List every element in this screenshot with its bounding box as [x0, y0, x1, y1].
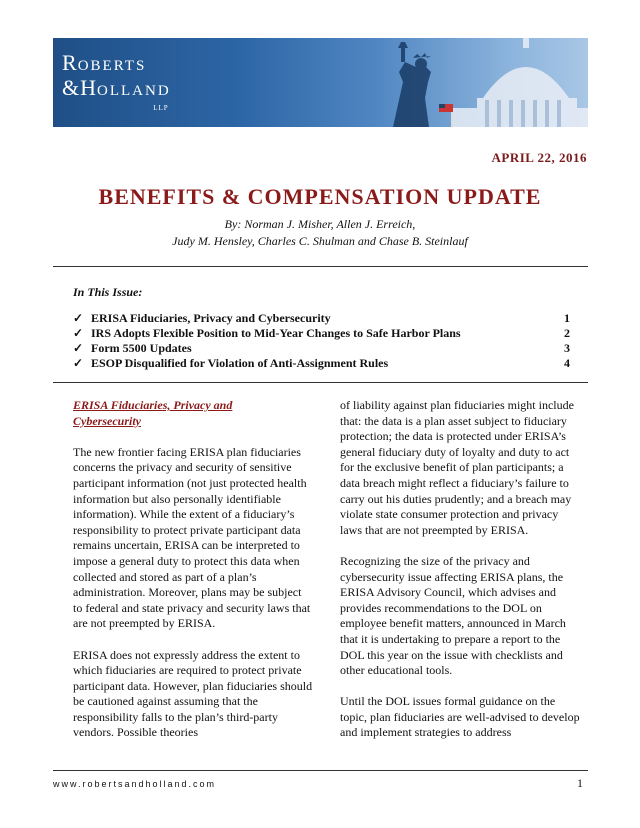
- toc-row[interactable]: [73, 356, 570, 371]
- capitol-dome-icon: [453, 38, 588, 127]
- footer-website-link[interactable]: www.robertsandholland.com: [53, 779, 217, 789]
- newsletter-title: BENEFITS & COMPENSATION UPDATE: [98, 184, 542, 209]
- article-paragraph: Until the DOL issues formal guidance on the topic, plan fiduciaries are well-advised to develop and implement strategies to address: [340, 694, 580, 740]
- article-paragraph: The new frontier facing ERISA plan fiduciaries concerns the privacy and security of sensitive participant information (not just protected health information but also personally identifiable information). While the extent of a fiduciary’s responsibility to protect private participant data remains uncertain, ERISA can be interpreted to impose a general duty to protect this data when collected and stored as part of a plan’s administration. Moreover, plans may be subject to federal and state privacy and security laws that are not preempted by ERISA.: [73, 444, 311, 631]
- toc-row[interactable]: [73, 341, 570, 356]
- in-this-issue-heading: In This Issue:: [73, 285, 143, 299]
- footer-divider: [53, 770, 588, 771]
- divider-top: [53, 266, 588, 267]
- statue-of-liberty-icon: [393, 42, 431, 127]
- toc-item-page: 1: [564, 311, 570, 325]
- article-column-right: [340, 398, 580, 757]
- toc-item-page: 3: [564, 341, 570, 355]
- article-paragraph: ERISA does not expressly address the extent to which fiduciaries are required to protect private participant data. However, plan fiduciaries should be cautioned against assuming that the responsibility falls to the plan’s third-party vendors. Possible theories: [73, 647, 313, 740]
- byline-line-1: By: Norman J. Misher, Allen J. Erreich,: [224, 217, 416, 231]
- article-paragraph: of liability against plan fiduciaries might include that: the data is a plan asset subject to fiduciary protection; the data is protected under ERISA’s general fiduciary duty of loyalty and duty to act for the exclusive benefit of plan participants; a data breach might reflect a fiduciary’s failure to carry out his duties prudently; and a breach may violate state consumer protection and privacy laws that are not preempted by ERISA.: [340, 398, 574, 537]
- divider-bottom: [53, 382, 588, 383]
- footer-page-number: 1: [577, 776, 583, 790]
- checkmark-icon: ✓: [73, 341, 84, 355]
- header-banner: [53, 38, 588, 127]
- table-of-contents: [73, 311, 570, 371]
- toc-row[interactable]: [73, 311, 570, 326]
- article-paragraph: Recognizing the size of the privacy and cybersecurity issue affecting ERISA plans, the ERISA Advisory Council, which advises and provides recommendations to the DOL on employee benefit matters, announced in March that it is undertaking to prepare a report to the DOL this year on the issue with checklists and other educational tools.: [340, 553, 566, 678]
- toc-item-page: 2: [564, 326, 570, 340]
- article-heading: ERISA Fiduciaries, Privacy and Cybersecurity: [73, 398, 233, 428]
- toc-item-title: ESOP Disqualified for Violation of Anti-Assignment Rules: [91, 356, 389, 370]
- issue-date: APRIL 22, 2016: [491, 150, 587, 165]
- checkmark-icon: ✓: [73, 311, 84, 325]
- checkmark-icon: ✓: [73, 356, 84, 370]
- article-column-left: [73, 398, 313, 757]
- toc-item-page: 4: [564, 356, 570, 370]
- toc-item-title: IRS Adopts Flexible Position to Mid-Year Changes to Safe Harbor Plans: [91, 326, 461, 340]
- checkmark-icon: ✓: [73, 326, 84, 340]
- toc-item-title: Form 5500 Updates: [91, 341, 192, 355]
- toc-item-title: ERISA Fiduciaries, Privacy and Cybersecurity: [91, 311, 331, 325]
- byline-line-2: Judy M. Hensley, Charles C. Shulman and Chase B. Steinlauf: [172, 234, 468, 248]
- flag-icon: [439, 104, 453, 127]
- firm-logo: ROBERTS &HOLLAND LLP: [62, 50, 171, 112]
- toc-row[interactable]: [73, 326, 570, 341]
- byline: [0, 216, 640, 250]
